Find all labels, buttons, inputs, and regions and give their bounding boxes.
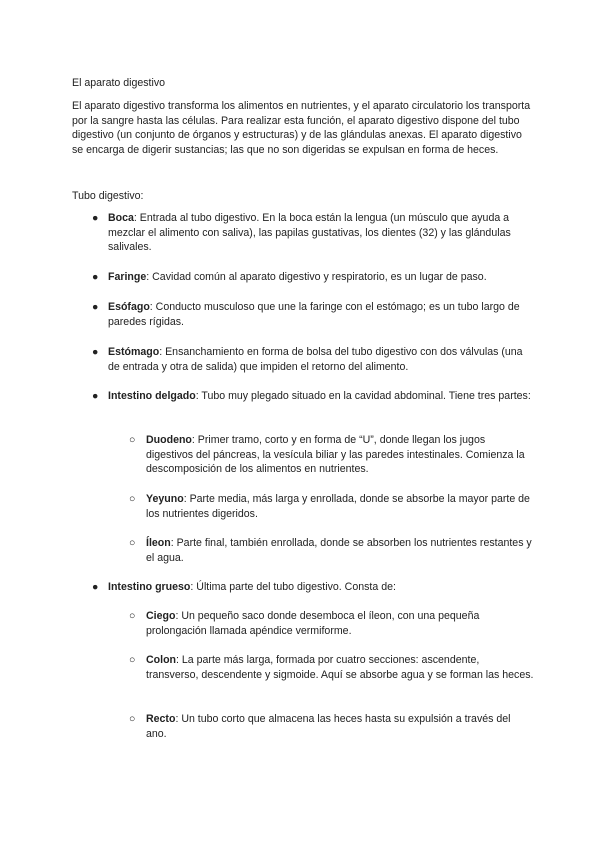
- hollow-bullet-icon: ○: [129, 493, 136, 505]
- subitem-term: Íleon: [146, 537, 171, 549]
- bullet-icon: ●: [92, 271, 99, 283]
- list-item-estomago: [92, 345, 532, 374]
- document-title: El aparato digestivo: [72, 77, 166, 89]
- hollow-bullet-icon: ○: [129, 434, 136, 446]
- hollow-bullet-icon: ○: [129, 537, 136, 549]
- sublist-item-duodeno: [129, 433, 534, 477]
- item-term: Estómago: [108, 346, 160, 358]
- sublist-item-ciego: [129, 609, 534, 638]
- subitem-term: Recto: [146, 713, 176, 725]
- subitem-term: Yeyuno: [146, 493, 184, 505]
- section-subheading: Tubo digestivo:: [72, 190, 144, 202]
- subitem-description: : La parte más larga, formada por cuatro secciones: ascendente, transverso, descendente y sigmoide. Aquí se absorbe agua y se forman las heces.: [146, 654, 534, 681]
- item-term: Intestino delgado: [108, 390, 196, 402]
- item-term: Intestino grueso: [108, 581, 191, 593]
- bullet-icon: ●: [92, 346, 99, 358]
- list-item-faringe: [92, 270, 532, 285]
- bullet-icon: ●: [92, 301, 99, 313]
- list-item-intestino-delgado: [92, 389, 532, 404]
- list-item-boca: [92, 211, 532, 255]
- item-description: : Conducto musculoso que une la faringe con el estómago; es un tubo largo de paredes rígidas.: [108, 301, 520, 328]
- bullet-icon: ●: [92, 581, 99, 593]
- item-term: Boca: [108, 212, 134, 224]
- bullet-icon: ●: [92, 390, 99, 402]
- item-description: : Ensanchamiento en forma de bolsa del tubo digestivo con dos válvulas (una de entrada y otra de salida) que impiden el retorno del alimento.: [108, 346, 523, 373]
- intro-paragraph: El aparato digestivo transforma los alimentos en nutrientes, y el aparato circulatorio los transporta por la sangre hasta las células. Para realizar esta función, el aparato digestivo dispone del tubo digestivo (un conjunto de órganos y estructuras) y de las glándulas anexas. El aparato digestivo se encarga de digerir sustancias; las que no son digeridas se expulsan en forma de heces.: [72, 100, 531, 156]
- item-description: : Última parte del tubo digestivo. Consta de:: [190, 581, 396, 593]
- hollow-bullet-icon: ○: [129, 713, 136, 725]
- subitem-description: : Primer tramo, corto y en forma de “U”, donde llegan los jugos digestivos del páncreas, la vesícula biliar y las paredes intestinales. Comienza la descomposición de los alimentos en nutrientes.: [146, 434, 525, 476]
- sublist-item-recto: [129, 712, 534, 741]
- subitem-description: : Un pequeño saco donde desemboca el íleon, con una pequeña prolongación llamada apéndice vermiforme.: [146, 610, 480, 637]
- subitem-description: : Parte media, más larga y enrollada, donde se absorbe la mayor parte de los nutrientes digeridos.: [146, 493, 530, 520]
- bullet-icon: ●: [92, 212, 99, 224]
- sublist-item-yeyuno: [129, 492, 534, 521]
- item-term: Faringe: [108, 271, 147, 283]
- subitem-term: Colon: [146, 654, 177, 666]
- subitem-description: : Un tubo corto que almacena las heces hasta su expulsión a través del ano.: [146, 713, 511, 740]
- hollow-bullet-icon: ○: [129, 610, 136, 622]
- sublist-item-ileon: [129, 536, 534, 565]
- item-description: : Tubo muy plegado situado en la cavidad abdominal. Tiene tres partes:: [195, 390, 531, 402]
- item-description: : Cavidad común al aparato digestivo y respiratorio, es un lugar de paso.: [146, 271, 487, 283]
- sublist-item-colon: [129, 653, 534, 682]
- subitem-description: : Parte final, también enrollada, donde se absorben los nutrientes restantes y el agua.: [146, 537, 532, 564]
- item-term: Esófago: [108, 301, 150, 313]
- hollow-bullet-icon: ○: [129, 654, 136, 666]
- list-item-esofago: [92, 300, 532, 329]
- list-item-intestino-grueso: [92, 580, 532, 595]
- item-description: : Entrada al tubo digestivo. En la boca están la lengua (un músculo que ayuda a mezclar el alimento con saliva), las papilas gustativas, los dientes (32) y las glándulas salivales.: [108, 212, 511, 254]
- subitem-term: Ciego: [146, 610, 176, 622]
- subitem-term: Duodeno: [146, 434, 192, 446]
